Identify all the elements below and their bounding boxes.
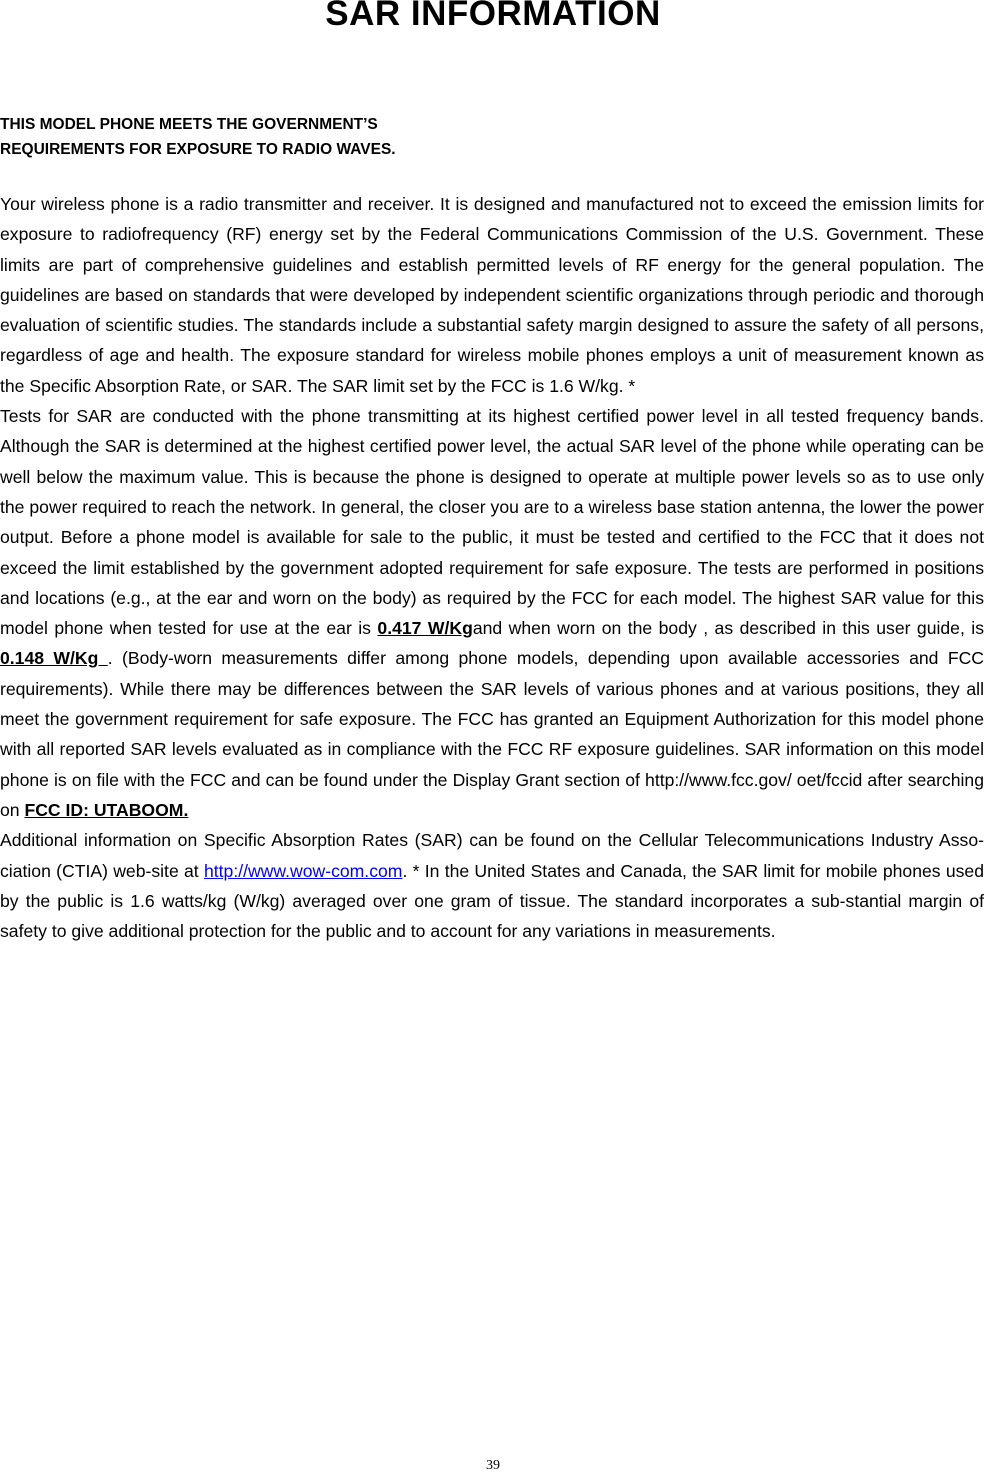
body-text	[0, 189, 984, 946]
paragraph-additional-info	[0, 825, 984, 946]
paragraph-sar-overview: Your wireless phone is a radio transmitter and receiver. It is designed and manufactured not to exceed the emission limits for exposure to radiofrequency (RF) energy set by the Federal Communications Commission of the U.S. Government. These limits are part of comprehensive guidelines and establish permitted levels of RF energy for the general population. The guidelines are based on standards that were developed by independent scientific organizations through periodic and thorough evaluation of scientific studies. The standards include a substantial safety margin designed to assure the safety of all persons, regardless of age and health. The exposure standard for wireless mobile phones employs a unit of measurement known as the Specific Absorption Rate, or SAR. The SAR limit set by the FCC is 1.6 W/kg. *	[0, 194, 984, 396]
testing-text-1: Tests for SAR are conducted with the phone transmitting at its highest certified power level in all tested frequency bands. Although the SAR is determined at the highest certified power level, the actual SAR level of the phone while operating can be well below the maximum value. This is because the phone is designed to operate at multiple power levels so as to use only the power required to reach the network. In general, the closer you are to a wireless base station antenna, the lower the power output. Before a phone model is available for sale to the public, it must be tested and certified to the FCC that it does not exceed the limit established by the government adopted requirement for safe exposure. The tests are performed in positions and locations (e.g., at the ear and worn on the body) as required by the FCC for each model. The highest SAR value for this model phone when tested for use at the ear is	[0, 406, 984, 639]
subheading-line-2: REQUIREMENTS FOR EXPOSURE TO RADIO WAVES.	[0, 141, 396, 158]
fcc-id: FCC ID: UTABOOM.	[24, 799, 189, 820]
sar-ear-value: 0.417 W/Kg	[377, 618, 473, 639]
page-number: 39	[486, 1458, 500, 1473]
testing-text-2: and when worn on the body , as described in this user guide, is	[472, 618, 985, 639]
page-title: SAR INFORMATION	[325, 0, 661, 33]
additional-text-1: Additional information on Specific Absorption Rates (SAR) can be found on the Cellular Telecommunications Industry Asso-ciation (CTIA) web-site at	[0, 830, 984, 881]
compliance-subheading	[0, 112, 986, 162]
ctia-website-link[interactable]: http://www.wow-com.com	[203, 860, 403, 881]
sar-body-value: 0.148 W/Kg	[0, 648, 108, 669]
paragraph-sar-testing	[0, 401, 984, 825]
additional-text-2: . * In the United States and Canada, the SAR limit for mobile phones used by the public is 1.6 watts/kg (W/kg) averaged over one gram of tissue. The standard incorporates a sub-stantial margin of safety to give additional protection for the public and to account for any variations in measurements.	[0, 860, 984, 942]
testing-text-3: . (Body-worn measurements differ among phone models, depending upon available accessories and FCC requirements). While there may be differences between the SAR levels of various phones and at various positions, they all meet the government requirement for safe exposure. The FCC has granted an Equipment Authorization for this model phone with all reported SAR levels evaluated as in compliance with the FCC RF exposure guidelines. SAR information on this model phone is on file with the FCC and can be found under the Display Grant section of http://www.fcc.gov/ oet/fccid after searching on	[0, 648, 984, 820]
subheading-line-1: THIS MODEL PHONE MEETS THE GOVERNMENT’S	[0, 116, 378, 133]
